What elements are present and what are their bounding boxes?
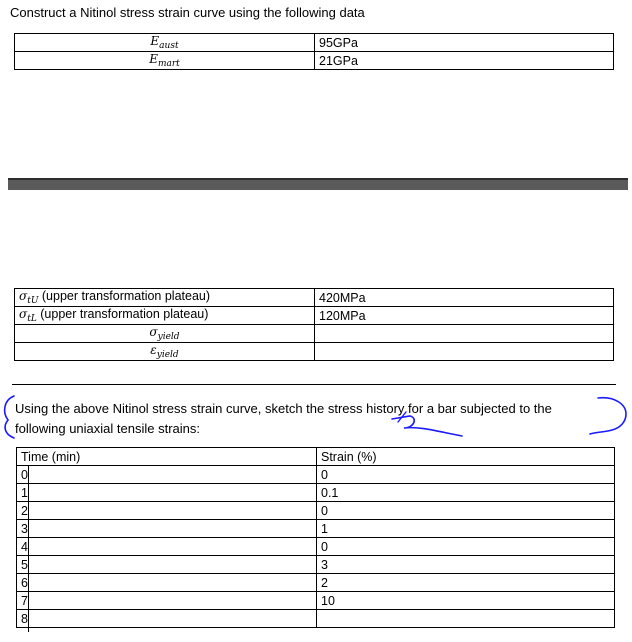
- epsilon-yield-symbol: $\varepsilon_{yield}$: [150, 343, 179, 360]
- time-header: Time (min): [17, 448, 317, 466]
- plateau-value-cell: 120MPa: [315, 307, 614, 325]
- strain-cell: 0.1: [317, 484, 615, 502]
- e-mart-symbol: $E_{mart}$: [149, 52, 180, 69]
- moduli-value-cell: 95GPa: [315, 34, 614, 52]
- sigma-yield-symbol: $\sigma_{yield}$: [149, 325, 180, 342]
- time-cell: 3: [17, 520, 317, 538]
- strain-cell: 0: [317, 502, 615, 520]
- left-brace-icon: [5, 396, 14, 438]
- strain-cell: 1: [317, 520, 615, 538]
- time-cell: 4: [17, 538, 317, 556]
- page-heading: Construct a Nitinol stress strain curve using the following data: [10, 5, 365, 20]
- plateau-label-cell: $\sigma_{tU}$ (upper transformation plateau): [15, 289, 315, 307]
- underline-mark-icon: [392, 416, 462, 436]
- e-aust-symbol: $E_{aust}$: [150, 34, 179, 51]
- strain-cell: 2: [317, 574, 615, 592]
- time-cell: 8: [17, 610, 317, 628]
- strain-cell: 10: [317, 592, 615, 610]
- sigma-tu-symbol: $\sigma_{tU}$: [19, 289, 39, 306]
- time-cell: 1: [17, 484, 317, 502]
- time-cell: 0: [17, 466, 317, 484]
- strain-cell: 0: [317, 538, 615, 556]
- instructions-line-2: following uniaxial tensile strains:: [15, 421, 200, 436]
- strain-cell: 3: [317, 556, 615, 574]
- right-brace-icon: [590, 398, 626, 434]
- time-cell: 7: [17, 592, 317, 610]
- moduli-value-cell: 21GPa: [315, 52, 614, 70]
- plateau-label-cell: $\sigma_{tL}$ (upper transformation plateau): [15, 307, 315, 325]
- instructions-line-1: Using the above Nitinol stress strain curve, sketch the stress history for a bar subjected to the: [15, 401, 552, 416]
- time-cell: 2: [17, 502, 317, 520]
- time-cell: 5: [17, 556, 317, 574]
- strain-cell: 0: [317, 466, 615, 484]
- plateau-value-cell: 420MPa: [315, 289, 614, 307]
- sigma-tl-symbol: $\sigma_{tL}$: [19, 307, 37, 324]
- strain-header: Strain (%): [317, 448, 615, 466]
- time-cell: 6: [17, 574, 317, 592]
